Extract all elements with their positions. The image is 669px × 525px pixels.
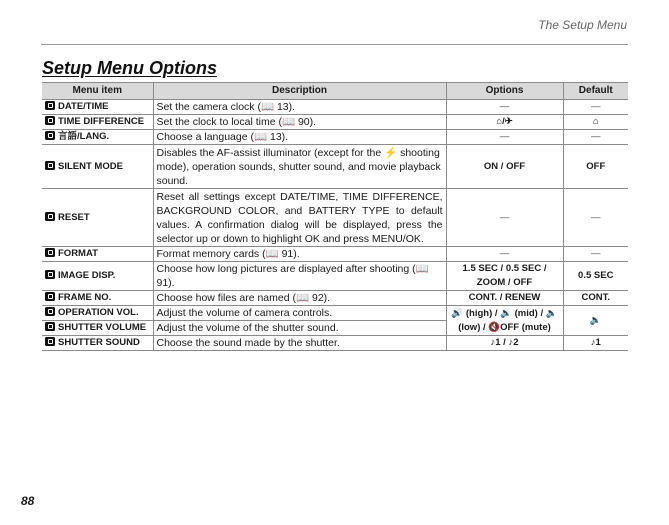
menu-item-label: FORMAT: [58, 248, 98, 259]
options-cell: —: [446, 100, 563, 115]
default-cell: 🔉: [563, 306, 628, 336]
default-cell: —: [563, 189, 628, 247]
menu-item-cell: [42, 115, 153, 130]
table-row: [42, 145, 628, 189]
date-time-icon: [45, 101, 55, 110]
menu-item-label: DATE/TIME: [58, 101, 109, 112]
options-cell: —: [446, 130, 563, 145]
table-row: [42, 336, 628, 351]
table-row: [42, 306, 628, 321]
menu-item-cell: [42, 247, 153, 262]
menu-item-label: 言語/LANG.: [58, 131, 110, 142]
menu-item-label: IMAGE DISP.: [58, 270, 116, 281]
description-cell: Format memory cards (📖 91).: [153, 247, 446, 262]
options-cell: CONT. / RENEW: [446, 291, 563, 306]
table-row: [42, 115, 628, 130]
menu-item-label: OPERATION VOL.: [58, 307, 139, 318]
menu-item-label: RESET: [58, 211, 90, 223]
column-header-default: Default: [563, 83, 628, 100]
setup-menu-table: [42, 82, 628, 351]
table-row: [42, 189, 628, 247]
options-cell: ON / OFF: [446, 145, 563, 189]
time-difference-icon: [45, 116, 55, 125]
reset-icon: [45, 212, 55, 221]
table-row: [42, 291, 628, 306]
description-cell: Choose how files are named (📖 92).: [153, 291, 446, 306]
menu-item-label: FRAME NO.: [58, 292, 112, 303]
description-cell: Choose the sound made by the shutter.: [153, 336, 446, 351]
menu-item-cell: [42, 100, 153, 115]
table-row: [42, 247, 628, 262]
column-header-options: Options: [446, 83, 563, 100]
options-cell: —: [446, 189, 563, 247]
menu-item-cell: [42, 306, 153, 321]
section-title: Setup Menu Options: [42, 58, 217, 78]
menu-item-cell: [42, 189, 153, 247]
header-rule: [41, 44, 628, 45]
page-number: 88: [21, 494, 35, 508]
column-header-description: Description: [153, 83, 446, 100]
operation-volume-icon: [45, 307, 55, 316]
language-icon: [45, 131, 55, 140]
description-cell: Disables the AF-assist illuminator (except for the ⚡ shooting mode), operation sounds, shutter sound, and movie playback sound.: [153, 145, 446, 189]
running-head: The Setup Menu: [538, 18, 627, 32]
shutter-volume-icon: [45, 322, 55, 331]
format-icon: [45, 248, 55, 257]
table-header-row: [42, 83, 628, 100]
menu-item-label: SHUTTER SOUND: [58, 337, 140, 348]
default-cell: OFF: [563, 145, 628, 189]
description-cell: Set the camera clock (📖 13).: [153, 100, 446, 115]
default-cell: —: [563, 100, 628, 115]
menu-item-cell: [42, 262, 153, 291]
menu-item-cell: [42, 321, 153, 336]
menu-item-cell: [42, 130, 153, 145]
default-cell: 0.5 SEC: [563, 262, 628, 291]
description-cell: Choose a language (📖 13).: [153, 130, 446, 145]
default-cell: CONT.: [563, 291, 628, 306]
menu-item-cell: [42, 336, 153, 351]
description-cell: Reset all settings except DATE/TIME, TIME DIFFERENCE, BACKGROUND COLOR, and BATTERY TYPE to default values. A confirmation dialog will be displayed, press the selector up or down to highlight OK and press MENU/OK.: [153, 189, 446, 247]
description-cell: Set the clock to local time (📖 90).: [153, 115, 446, 130]
options-cell: 1.5 SEC / 0.5 SEC / ZOOM / OFF: [446, 262, 563, 291]
default-cell: —: [563, 130, 628, 145]
options-cell: —: [446, 247, 563, 262]
menu-item-label: SILENT MODE: [58, 160, 123, 172]
menu-item-cell: [42, 291, 153, 306]
image-display-icon: [45, 270, 55, 279]
options-cell: ⌂/✈: [446, 115, 563, 130]
table-row: [42, 130, 628, 145]
options-cell: ♪1 / ♪2: [446, 336, 563, 351]
default-cell: ♪1: [563, 336, 628, 351]
default-cell: —: [563, 247, 628, 262]
menu-item-label: TIME DIFFERENCE: [58, 116, 145, 127]
frame-number-icon: [45, 292, 55, 301]
shutter-sound-icon: [45, 337, 55, 346]
silent-mode-icon: [45, 161, 55, 170]
column-header-menu-item: Menu item: [42, 83, 153, 100]
menu-item-label: SHUTTER VOLUME: [58, 322, 147, 333]
table-row: [42, 262, 628, 291]
menu-item-cell: [42, 145, 153, 189]
description-cell: Adjust the volume of camera controls.: [153, 306, 446, 321]
description-cell: Adjust the volume of the shutter sound.: [153, 321, 446, 336]
table-row: [42, 100, 628, 115]
default-cell: ⌂: [563, 115, 628, 130]
options-cell: 🔊 (high) / 🔉 (mid) / 🔈 (low) / 🔇OFF (mute): [446, 306, 563, 336]
description-cell: Choose how long pictures are displayed after shooting (📖 91).: [153, 262, 446, 291]
